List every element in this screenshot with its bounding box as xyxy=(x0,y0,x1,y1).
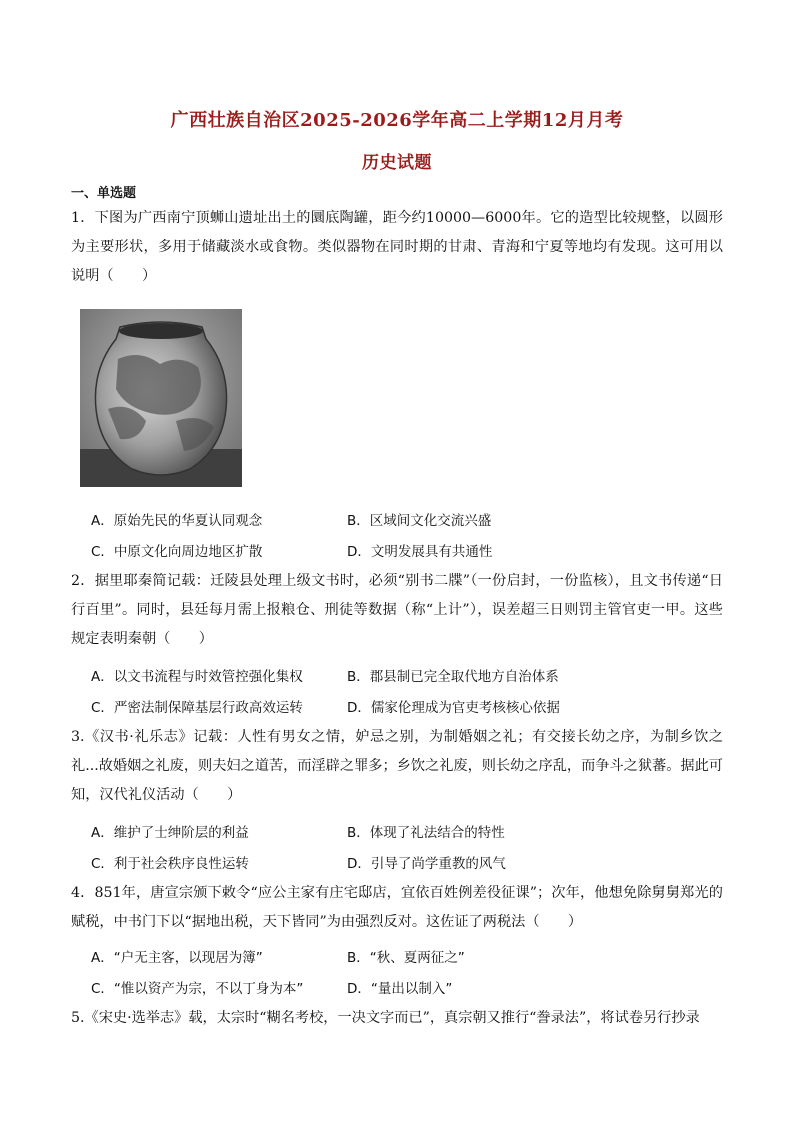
question-5-stem: 5.《宋史·选举志》载，太宗时“糊名考校，一决文字而已”，真宗朝又推行“誊录法”，将试卷另行抄录 xyxy=(71,1010,700,1026)
question-1-option-c: C．中原文化向周边地区扩散 xyxy=(91,544,263,560)
exam-subject: 历史试题 xyxy=(362,153,432,173)
question-1-option-a: A．原始先民的华夏认同观念 xyxy=(91,513,263,529)
question-2-option-c: C．严密法制保障基层行政高效运转 xyxy=(91,700,303,716)
question-4-option-c: C．“惟以资产为宗，不以丁身为本” xyxy=(91,981,304,997)
question-4-stem: 4．851年，唐宣宗颁下敕令“应公主家有庄宅邸店，宜依百姓例差役征课”；次年，他想免除舅舅郑光的赋税，中书门下以“据地出税，天下皆同”为由强烈反对。这佐证了两税法（ ） xyxy=(71,885,723,930)
exam-title: 广西壮族自治区2025-2026学年高二上学期12月月考 xyxy=(170,110,624,131)
question-4-option-b: B．“秋、夏两征之” xyxy=(347,950,465,966)
question-4-option-d: D．“量出以制入” xyxy=(347,981,453,997)
question-3-option-d: D．引导了尚学重教的风气 xyxy=(347,856,506,872)
question-3-option-c: C．利于社会秩序良性运转 xyxy=(91,856,249,872)
question-2-option-a: A．以文书流程与时效管控强化集权 xyxy=(91,669,303,685)
pottery-jar-photo xyxy=(80,309,242,487)
section-heading: 一、单选题 xyxy=(71,186,137,201)
question-1-option-b: B．区域间文化交流兴盛 xyxy=(347,513,492,529)
question-4-option-a: A．“户无主客，以现居为簿” xyxy=(91,950,263,966)
question-1-stem: 1．下图为广西南宁顶蛳山遗址出土的圜底陶罐，距今约10000—6000年。它的造型比较规整，以圆形为主要形状，多用于储藏淡水或食物。类似器物在同时期的甘肃、青海和宁夏等地均有发现。这可用以说明（ ） xyxy=(71,210,723,284)
question-3-option-b: B．体现了礼法结合的特性 xyxy=(347,825,505,841)
question-3-option-a: A．维护了士绅阶层的利益 xyxy=(91,825,249,841)
question-2-stem: 2．据里耶秦简记载：迁陵县处理上级文书时，必须“别书二牒”（一份启封，一份监核），且文书传递“日行百里”。同时，县廷每月需上报粮仓、刑徒等数据（称“上计”），误差超三日则罚主管官吏一甲。这些规定表明秦朝（ ） xyxy=(71,573,723,647)
question-3-stem: 3.《汉书·礼乐志》记载：人性有男女之情，妒忌之别，为制婚姻之礼；有交接长幼之序，为制乡饮之礼...故婚姻之礼废，则夫妇之道苦，而淫辟之罪多；乡饮之礼废，则长幼之序乱，而争斗之狱蕃。据此可知，汉代礼仪活动（ ） xyxy=(71,729,723,803)
question-2-option-d: D．儒家伦理成为官吏考核核心依据 xyxy=(347,700,560,716)
question-1-option-d: D．文明发展具有共通性 xyxy=(347,544,493,560)
question-2-option-b: B．郡县制已完全取代地方自治体系 xyxy=(347,669,559,685)
pottery-jar-icon xyxy=(80,309,242,487)
